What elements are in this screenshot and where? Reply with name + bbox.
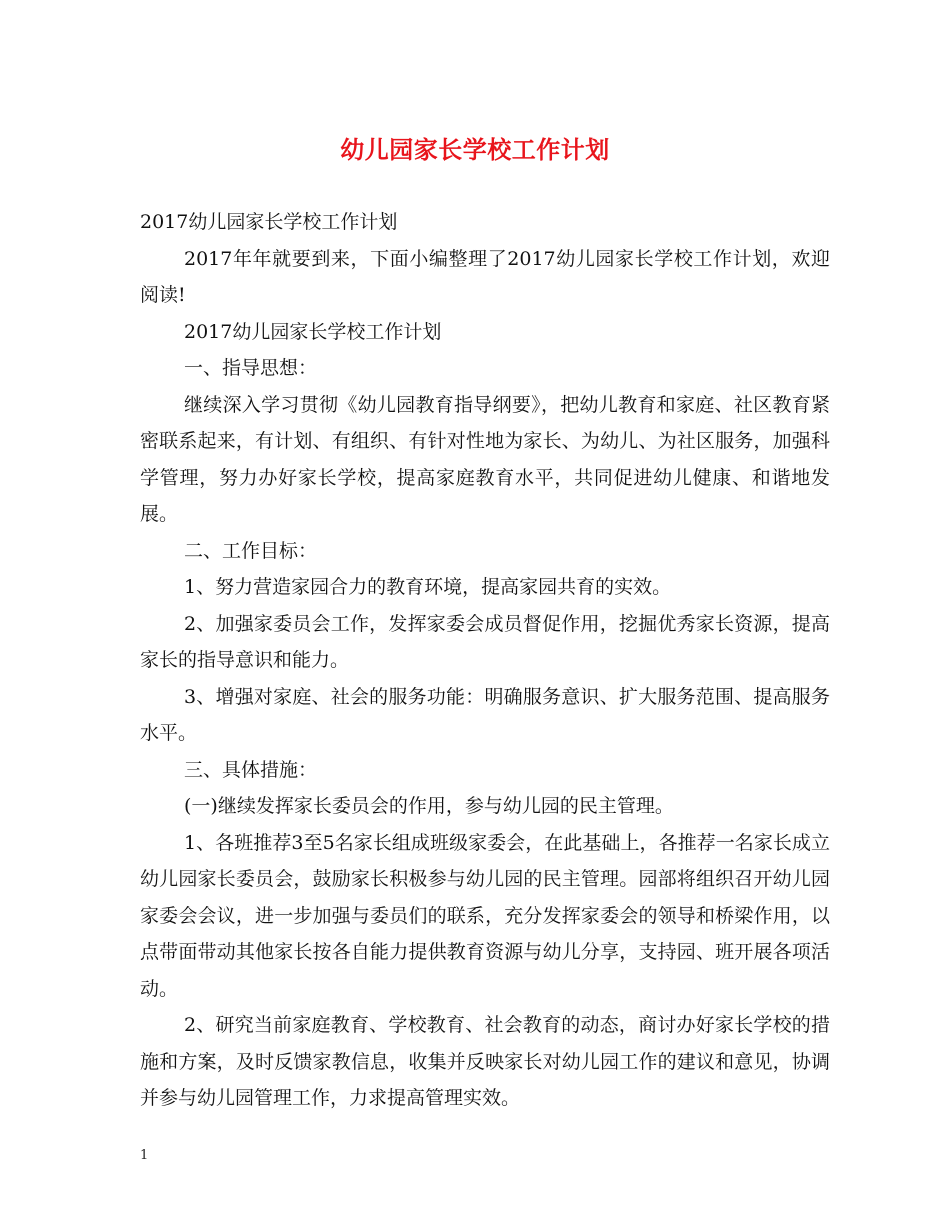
paragraph: 2017幼儿园家长学校工作计划 (184, 320, 442, 343)
section-heading: 一、指导思想： (184, 357, 318, 379)
subsection-heading: (一)继续发挥家长委员会的作用，参与幼儿园的民主管理。 (184, 795, 674, 817)
page-number: 1 (140, 1148, 149, 1163)
section-heading: 三、具体措施： (184, 758, 318, 781)
list-item: 3、增强对家庭、社会的服务功能：明确服务意识、扩大服务范围、提高服务水平。 (140, 685, 830, 744)
paragraph: 继续深入学习贯彻《幼儿园教育指导纲要》，把幼儿教育和家庭、社区教育紧密联系起来，有计划、有组织、有针对性地为家长、为幼儿、为社区服务，加强科学管理，努力办好家长学校，提高家庭教育水平，共同促进幼儿健康、和谐地发展。 (140, 393, 830, 525)
paragraph: 2017幼儿园家长学校工作计划 (140, 211, 398, 233)
section-heading: 二、工作目标： (184, 539, 318, 562)
list-item: 2、加强家委员会工作，发挥家委会成员督促作用，挖掘优秀家长资源，提高家长的指导意识和能力。 (140, 612, 830, 671)
list-item: 2、研究当前家庭教育、学校教育、社会教育的动态，商讨办好家长学校的措施和方案，及时反馈家教信息，收集并反映家长对幼儿园工作的建议和意见，协调并参与幼儿园管理工作，力求提高管理实效。 (140, 1014, 830, 1109)
document-body (140, 204, 830, 1117)
document-title: 幼儿园家长学校工作计划 (340, 135, 610, 164)
list-item: 1、各班推荐3至5名家长组成班级家委会，在此基础上，各推荐一名家长成立幼儿园家长委员会，鼓励家长积极参与幼儿园的民主管理。园部将组织召开幼儿园家委会会议，进一步加强与委员们的联系，充分发挥家委会的领导和桥梁作用，以点带面带动其他家长按各自能力提供教育资源与幼儿分享，支持园、班开展各项活动。 (140, 831, 830, 1000)
paragraph: 2017年年就要到来，下面小编整理了2017幼儿园家长学校工作计划，欢迎阅读! (140, 247, 830, 306)
list-item: 1、努力营造家园合力的教育环境，提高家园共育的实效。 (184, 576, 672, 598)
